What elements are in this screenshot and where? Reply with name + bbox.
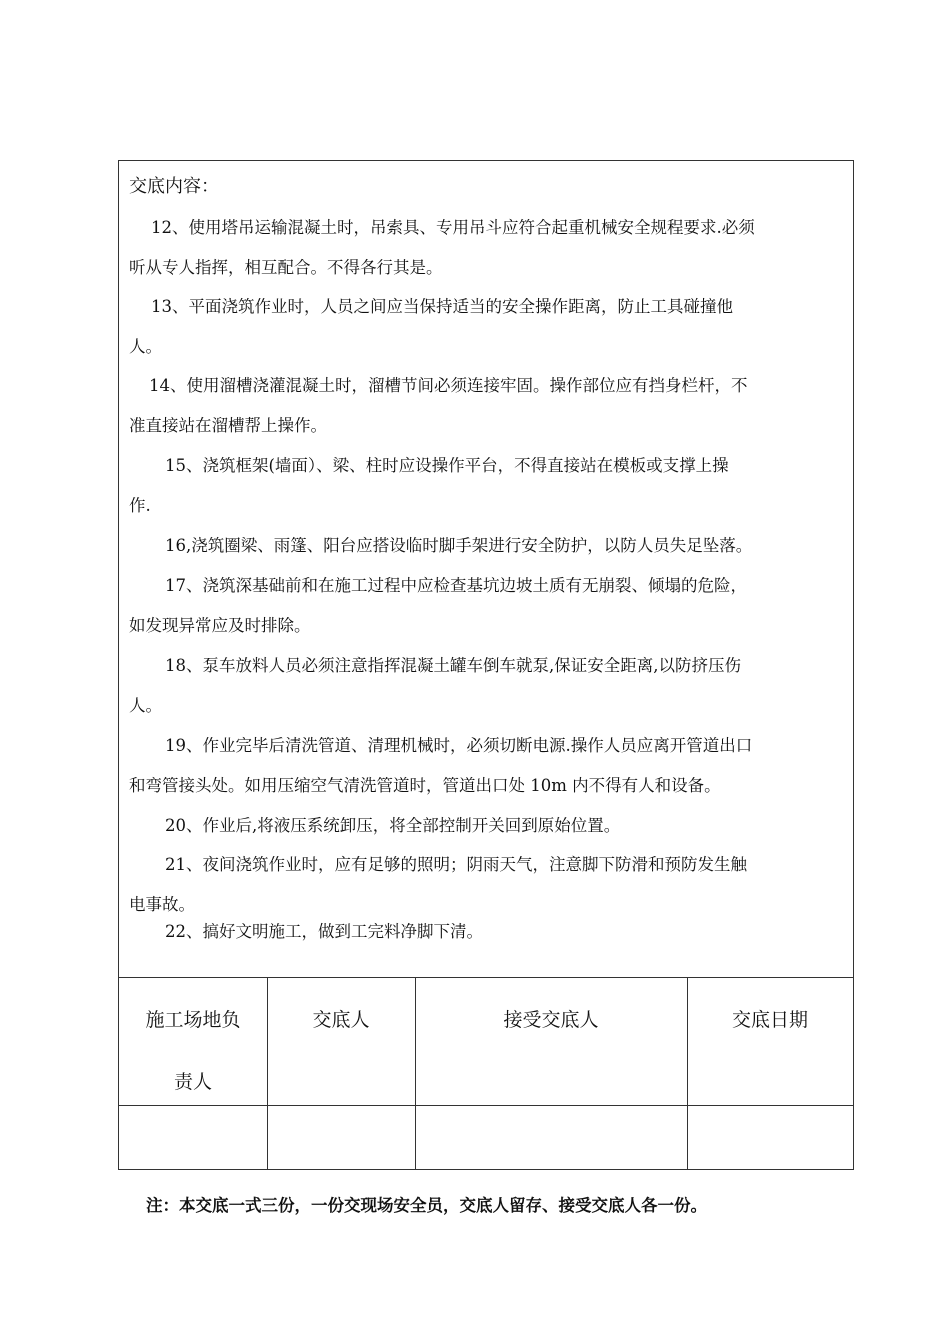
footer-note: 注：本交底一式三份，一份交现场安全员，交底人留存、接受交底人各一份。	[146, 1196, 707, 1215]
signature-table	[119, 978, 853, 1169]
item-19-line-2: 和弯管接头处。如用压缩空气清洗管道时，管道出口处 10m 内不得有人和设备。	[129, 776, 721, 795]
item-17-line-1: 17、浇筑深基础前和在施工过程中应检查基坑边坡土质有无崩裂、倾塌的危险，	[165, 576, 747, 595]
header-recipient: 接受交底人	[503, 1009, 599, 1031]
item-20-line-1: 20、作业后,将液压系统卸压，将全部控制开关回到原始位置。	[165, 816, 621, 835]
item-12-line-1: 12、使用塔吊运输混凝土时，吊索具、专用吊斗应符合起重机械安全规程要求.必须	[151, 218, 755, 237]
disclosure-content-cell	[119, 161, 853, 978]
item-12-line-2: 听从专人指挥，相互配合。不得各行其是。	[129, 258, 443, 277]
item-21-line-2: 电事故。	[129, 895, 195, 914]
item-22-line-1: 22、搞好文明施工，做到工完料净脚下清。	[165, 922, 483, 941]
item-18-line-1: 18、泵车放料人员必须注意指挥混凝土罐车倒车就泵,保证安全距离,以防挤压伤	[165, 656, 741, 675]
item-13-line-1: 13、平面浇筑作业时，人员之间应当保持适当的安全操作距离，防止工具碰撞他	[151, 297, 733, 316]
item-14-line-1: 14、使用溜槽浇灌混凝土时，溜槽节间必须连接牢固。操作部位应有挡身栏杆，不	[149, 376, 748, 395]
item-14-line-2: 准直接站在溜槽帮上操作。	[129, 416, 327, 435]
item-16-line-1: 16,浇筑圈梁、雨篷、阳台应搭设临时脚手架进行安全防护，以防人员失足坠落。	[165, 536, 753, 555]
item-15-line-1: 15、浇筑框架(墙面）、梁、柱时应设操作平台，不得直接站在模板或支撑上操	[165, 456, 729, 475]
header-date: 交底日期	[731, 1009, 808, 1031]
item-21-line-1: 21、夜间浇筑作业时，应有足够的照明；阴雨天气，注意脚下防滑和预防发生触	[165, 855, 747, 874]
item-15-line-2: 作.	[129, 496, 151, 515]
content-heading: 交底内容：	[129, 176, 219, 197]
header-site-manager-line-2: 责人	[173, 1071, 212, 1093]
item-19-line-1: 19、作业完毕后清洗管道、清理机械时，必须切断电源.操作人员应离开管道出口	[165, 736, 753, 755]
header-site-manager-line-1: 施工场地负	[145, 1009, 241, 1031]
item-13-line-2: 人。	[129, 337, 162, 356]
item-18-line-2: 人。	[129, 696, 162, 715]
row-divider	[119, 1105, 853, 1106]
disclosure-sheet	[118, 160, 854, 1170]
header-discloser: 交底人	[312, 1009, 370, 1031]
item-17-line-2: 如发现异常应及时排除。	[129, 616, 311, 635]
header-site-manager	[119, 1006, 267, 1096]
